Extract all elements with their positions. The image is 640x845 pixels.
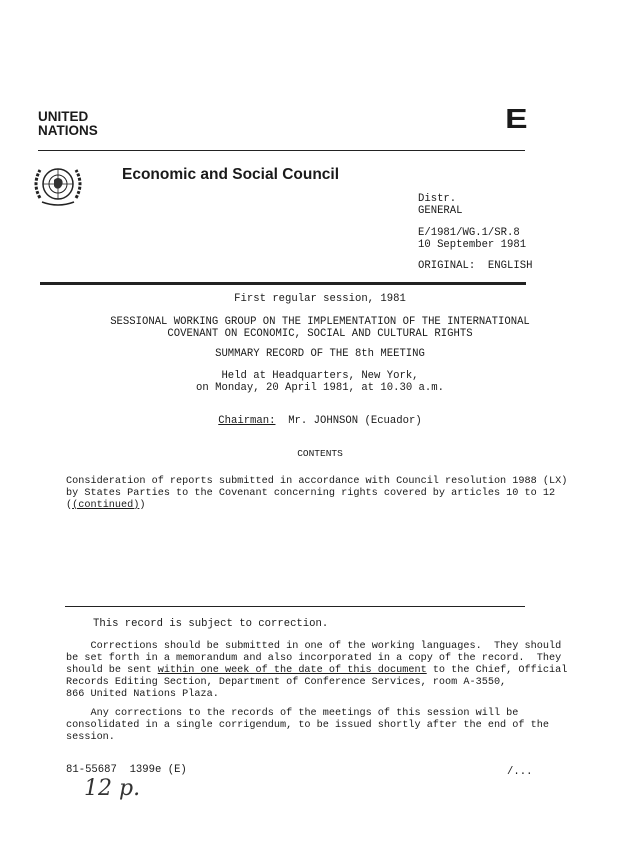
- notice-p2-line-5: 866 United Nations Plaza.: [66, 689, 219, 700]
- contents-item: Consideration of reports submitted in accordance with Council resolution 1988 (LX) by States Parties to the Covenant concerning rights covered by articles 10 to 12 ((continued)): [66, 476, 568, 511]
- contents-item-line-2: by States Parties to the Covenant concerning rights covered by articles 10 to 12: [66, 488, 556, 499]
- notice-p3-line-3: session.: [66, 732, 115, 743]
- language-mark: E: [505, 103, 528, 134]
- symbol-block: [418, 227, 526, 251]
- continuation-mark: /...: [507, 766, 533, 778]
- chairman-value: Mr. JOHNSON (Ecuador): [288, 415, 422, 427]
- notice-p3-line-2: consolidated in a single corrigendum, to be issued shortly after the end of the: [66, 720, 549, 731]
- job-number: 81-55687 1399e (E): [66, 764, 187, 776]
- notice-p2-line-4: Records Editing Section, Department of Conference Services, room A-3550,: [66, 677, 507, 688]
- working-group-line-1: SESSIONAL WORKING GROUP ON THE IMPLEMENTATION OF THE INTERNATIONAL: [110, 316, 530, 328]
- contents-item-continued: (continued): [72, 500, 140, 511]
- handwritten-page-count: 12 p.: [84, 776, 141, 801]
- notice-p2-line-3-pre: should be sent: [66, 665, 158, 676]
- distribution-block: [418, 193, 463, 217]
- document-symbol: E/1981/WG.1/SR.8: [418, 227, 520, 239]
- notice-p2-line-3-post: to the Chief, Official: [426, 665, 568, 676]
- notice-deadline: within one week of the date of this document: [157, 665, 427, 676]
- distr-label: Distr.: [418, 193, 457, 205]
- original-language: ORIGINAL: ENGLISH: [418, 260, 533, 272]
- org-line-1: UNITED: [38, 109, 89, 124]
- notice-paragraph-2: [66, 641, 567, 701]
- chairman-line: [0, 415, 640, 427]
- distr-value: GENERAL: [418, 205, 463, 217]
- notice-p2-line-2: be set forth in a memorandum and also incorporated in a copy of the record. They: [66, 653, 562, 664]
- header-rule: [38, 150, 525, 151]
- chairman-label: Chairman:: [218, 415, 276, 427]
- un-emblem-icon: [26, 162, 90, 210]
- document-date: 10 September 1981: [418, 239, 527, 251]
- org-name: [38, 110, 98, 138]
- council-name: Economic and Social Council: [122, 166, 340, 183]
- held-line-1: Held at Headquarters, New York,: [221, 370, 419, 382]
- working-group-line-2: COVENANT ON ECONOMIC, SOCIAL AND CULTURAL RIGHTS: [167, 328, 473, 340]
- notice-paragraph-1: This record is subject to correction.: [93, 618, 329, 630]
- notice-rule: [65, 606, 525, 607]
- contents-heading: CONTENTS: [297, 448, 343, 459]
- notice-p3-line-1: Any corrections to the records of the meetings of this session will be: [90, 708, 519, 719]
- notice-paragraph-3: [66, 708, 549, 744]
- contents-item-line-1: Consideration of reports submitted in accordance with Council resolution 1988 (LX): [66, 476, 568, 487]
- session-line: First regular session, 1981: [234, 293, 406, 305]
- summary-record-title: SUMMARY RECORD OF THE 8th MEETING: [215, 348, 425, 360]
- held-line-2: on Monday, 20 April 1981, at 10.30 a.m.: [196, 382, 444, 394]
- header-thick-rule: [40, 282, 526, 285]
- notice-p2-line-1: Corrections should be submitted in one of the working languages. They should: [90, 641, 562, 652]
- org-line-2: NATIONS: [38, 123, 98, 138]
